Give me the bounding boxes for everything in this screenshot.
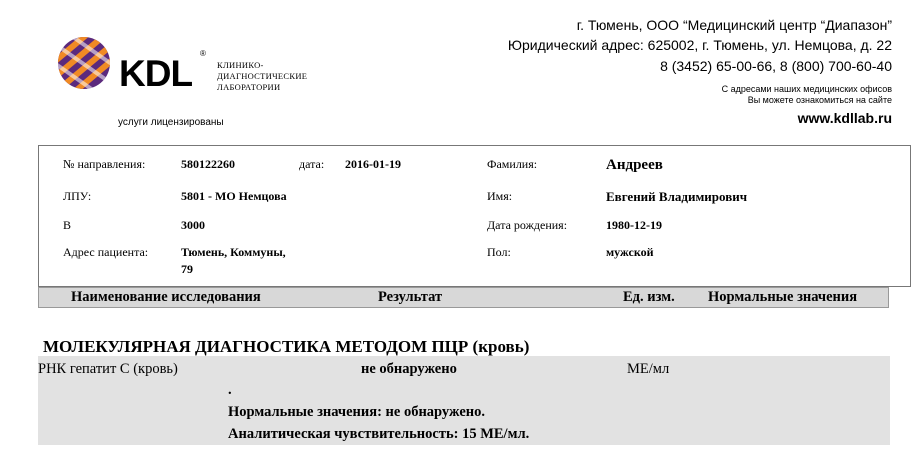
b-label: В (63, 218, 72, 232)
column-header-name: Наименование исследования (71, 289, 261, 305)
phone-numbers: 8 (3452) 65-00-66, 8 (800) 700-60-40 (660, 58, 892, 74)
sex-label: Пол: (487, 245, 511, 259)
lpu-label: ЛПУ: (63, 189, 92, 203)
website-link[interactable]: www.kdllab.ru (797, 110, 892, 126)
test-unit: МЕ/мл (627, 361, 670, 377)
patient-address-label: Адрес пациента: (63, 245, 149, 259)
date-value: 2016-01-19 (345, 157, 401, 171)
patient-info-box (38, 145, 911, 287)
logo-subtitle-line: ЛАБОРАТОРИИ (217, 82, 281, 92)
logo-text: KDL (119, 53, 193, 94)
kdl-logo-icon (57, 36, 111, 90)
logo-subtitle-line: ДИАГНОСТИЧЕСКИЕ (217, 71, 308, 81)
lpu-value: 5801 - МО Немцова (181, 189, 287, 203)
offices-note: С адресами наших медицинских офисов (721, 84, 892, 94)
first-name-label: Имя: (487, 189, 513, 203)
date-label: дата: (299, 157, 325, 171)
surname-label: Фамилия: (487, 157, 538, 171)
offices-note: Вы можете ознакомиться на сайте (747, 95, 892, 105)
referral-label: № направления: (63, 157, 146, 171)
result-comment-sensitivity: Аналитическая чувствительность: 15 МЕ/мл. (228, 426, 530, 442)
result-comment-normal: Нормальные значения: не обнаружено. (228, 404, 485, 420)
patient-address-value: Тюмень, Коммуны, (181, 245, 286, 259)
logo-subtitle-line: КЛИНИКО- (217, 60, 264, 70)
test-result: не обнаружено (361, 361, 457, 377)
sex-value: мужской (606, 245, 654, 259)
referral-value: 580122260 (181, 157, 235, 171)
result-comment-dot: . (228, 382, 232, 398)
licensed-note: услуги лицензированы (118, 117, 224, 128)
b-value: 3000 (181, 218, 205, 232)
test-name: РНК гепатит С (кровь) (38, 361, 178, 377)
dob-value: 1980-12-19 (606, 218, 662, 232)
patient-address-value: 79 (181, 262, 193, 276)
column-header-norm: Нормальные значения (708, 289, 858, 305)
logo-subtitle (217, 60, 307, 93)
section-title: МОЛЕКУЛЯРНАЯ ДИАГНОСТИКА МЕТОДОМ ПЦР (кровь) (43, 337, 530, 356)
dob-label: Дата рождения: (487, 218, 568, 232)
first-name-value: Евгений Владимирович (606, 189, 748, 204)
company-address-line: г. Тюмень, ООО “Медицинский центр “Диапазон” (576, 17, 892, 33)
column-header-result: Результат (378, 289, 443, 305)
column-header-unit: Ед. изм. (623, 289, 675, 305)
logo-registered-mark: ® (200, 49, 206, 58)
legal-address-line: Юридический адрес: 625002, г. Тюмень, ул. Немцова, д. 22 (507, 37, 892, 53)
surname-value: Андреев (606, 157, 663, 173)
